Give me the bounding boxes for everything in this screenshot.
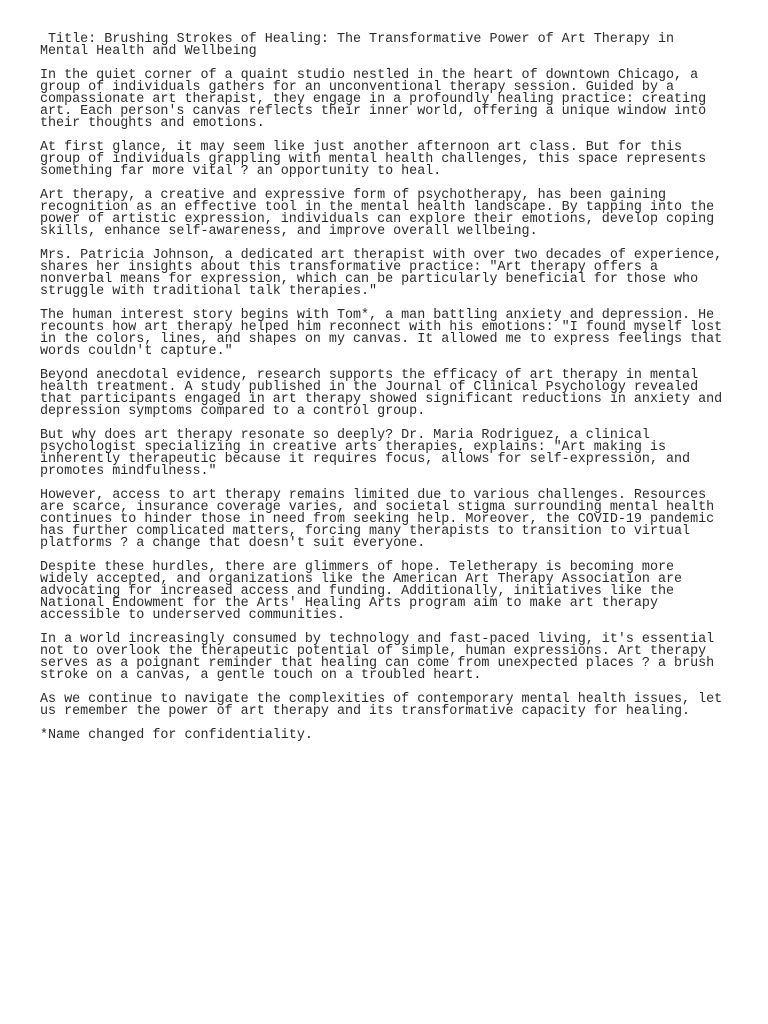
paragraph-2: At first glance, it may seem like just another afternoon art class. But for this group of individuals grappling with mental health challenges, this space represents something far more vital ? an opportunity to heal. xyxy=(40,140,707,179)
paragraph-8: However, access to art therapy remains limited due to various challenges. Resources are scarce, insurance coverage varies, and societal stigma surrounding mental health continues to hinder those in need from seeking help. Moreover, the COVID-19 pandemic has further complicated matters, forcing many therapists to transition to virtual platforms ? a change that doesn't suit everyone. xyxy=(40,488,715,551)
paragraph-10: In a world increasingly consumed by technology and fast-paced living, it's essential not to overlook the therapeutic potential of simple, human expressions. Art therapy serves as a poignant reminder that healing can come from unexpected places ? a brush stroke on a canvas, a gentle touch on a troubled heart. xyxy=(40,632,715,683)
paragraph-1: In the quiet corner of a quaint studio nestled in the heart of downtown Chicago, a group of individuals gathers for an unconventional therapy session. Guided by a compassionate art therapist, they engage in a profoundly healing practice: creating art. Each person's canvas reflects their inner world, offering a unique window into their thoughts and emotions. xyxy=(40,68,707,131)
paragraph-4: Mrs. Patricia Johnson, a dedicated art therapist with over two decades of experience, shares her insights about this transformative practice: "Art therapy offers a nonverbal means for expression, which can be particularly beneficial for those who struggle with traditional talk therapies." xyxy=(40,248,723,299)
footnote: *Name changed for confidentiality. xyxy=(40,728,313,743)
paragraph-6: Beyond anecdotal evidence, research supports the efficacy of art therapy in mental health treatment. A study published in the Journal of Clinical Psychology revealed that participants engaged in art therapy showed significant reductions in anxiety and depression symptoms compared to a control group. xyxy=(40,368,723,419)
paragraph-11: As we continue to navigate the complexities of contemporary mental health issues, let us remember the power of art therapy and its transformative capacity for healing. xyxy=(40,692,723,719)
paragraph-3: Art therapy, a creative and expressive form of psychotherapy, has been gaining recognition as an effective tool in the mental health landscape. By tapping into the power of artistic expression, individuals can explore their emotions, develop coping skills, enhance self-awareness, and improve overall wellbeing. xyxy=(40,188,715,239)
paragraph-5: The human interest story begins with Tom*, a man battling anxiety and depression. He recounts how art therapy helped him reconnect with his emotions: "I found myself lost in the colors, lines, and shapes on my canvas. It allowed me to express feelings that words couldn't capture." xyxy=(40,308,723,359)
document-title: Title: Brushing Strokes of Healing: The Transformative Power of Art Therapy in Mental Health and Wellbeing xyxy=(40,32,675,59)
paragraph-9: Despite these hurdles, there are glimmers of hope. Teletherapy is becoming more widely accepted, and organizations like the American Art Therapy Association are advocating for increased access and funding. Additionally, initiatives like the National Endowment for the Arts' Healing Arts program aim to make art therapy accessible to underserved communities. xyxy=(40,560,683,623)
document-body xyxy=(40,34,740,754)
paragraph-7: But why does art therapy resonate so deeply? Dr. Maria Rodriguez, a clinical psychologist specializing in creative arts therapies, explains: "Art making is inherently therapeutic because it requires focus, allows for self-expression, and promotes mindfulness." xyxy=(40,428,691,479)
